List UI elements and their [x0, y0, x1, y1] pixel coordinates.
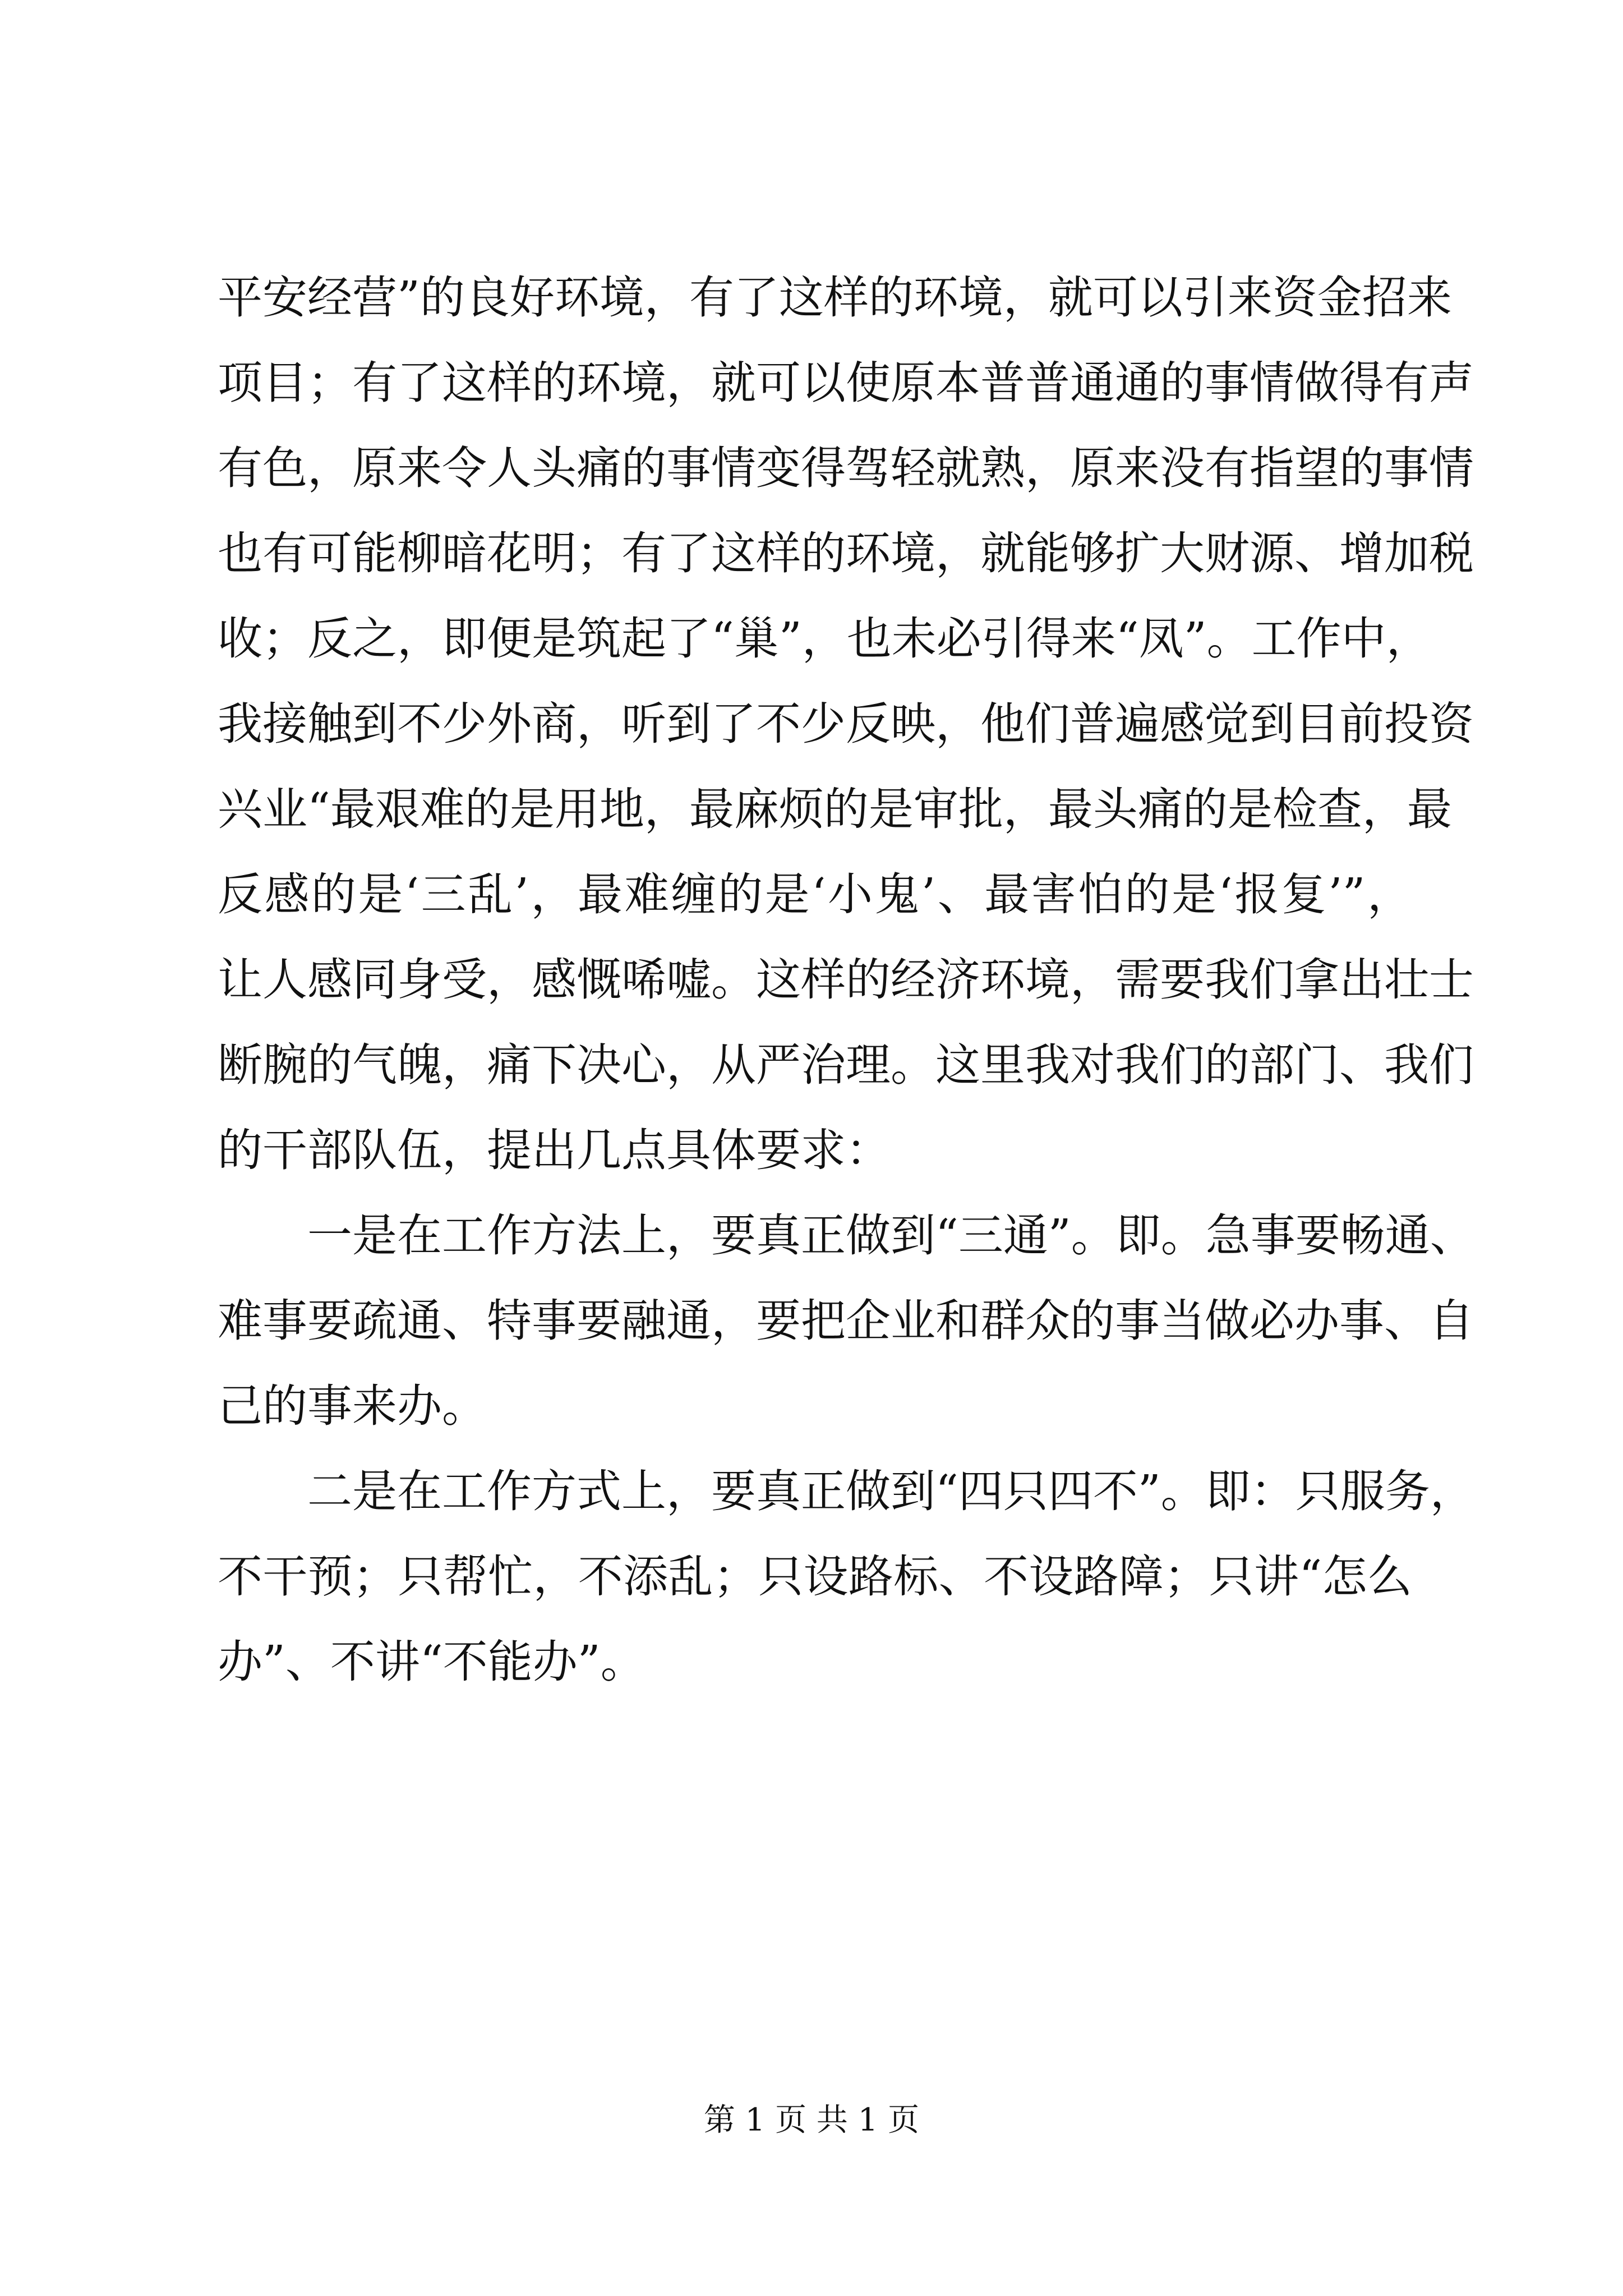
paragraph-1	[218, 255, 1474, 1193]
text-line: 难事要疏通、特事要融通，要把企业和群众的事当做必办事、自	[218, 1295, 1474, 1347]
text-line: 断腕的气魄，痛下决心，从严治理。这里我对我们的部门、我们	[218, 1039, 1474, 1091]
text-line: 二是在工作方式上，要真正做到“四只四不”。即：只服务，	[307, 1465, 1475, 1517]
text-line: 办”、不讲“不能办”。	[218, 1636, 645, 1688]
text-line: 的干部队伍，提出几点具体要求：	[218, 1124, 891, 1176]
text-line: 平安经营”的良好环境，有了这样的环境，就可以引来资金招来	[218, 272, 1452, 324]
text-line: 让人感同身受，感慨唏嘘。这样的经济环境，需要我们拿出壮士	[218, 954, 1474, 1006]
text-line: 兴业“最艰难的是用地，最麻烦的是审批，最头痛的是检查，最	[218, 783, 1452, 835]
page-number-label: 第 1 页 共 1 页	[703, 2102, 920, 2138]
paragraph-2	[218, 1193, 1475, 1449]
document-body	[218, 255, 1475, 1705]
text-line: 己的事来办。	[218, 1380, 487, 1432]
text-line: 一是在工作方法上，要真正做到“三通”。即。急事要畅通、	[307, 1209, 1475, 1262]
text-line: 项目；有了这样的环境，就可以使原本普普通通的事情做得有声	[218, 357, 1474, 409]
text-line: 收；反之，即便是筑起了“巢”，也未必引得来“凤”。工作中，	[218, 613, 1431, 665]
text-line: 有色，原来令人头痛的事情变得驾轻就熟，原来没有指望的事情	[218, 442, 1474, 494]
text-line: 我接触到不少外商，听到了不少反映，他们普遍感觉到目前投资	[218, 698, 1474, 750]
paragraph-3	[218, 1449, 1475, 1705]
text-line: 不干预；只帮忙，不添乱；只设路标、不设路障；只讲“怎么	[218, 1550, 1412, 1603]
text-line: 反感的是‘三乱’，最难缠的是‘小鬼’、最害怕的是‘报复’”，	[218, 868, 1412, 921]
text-line: 也有可能柳暗花明；有了这样的环境，就能够扩大财源、增加税	[218, 527, 1474, 579]
page-footer	[0, 2098, 1623, 2143]
